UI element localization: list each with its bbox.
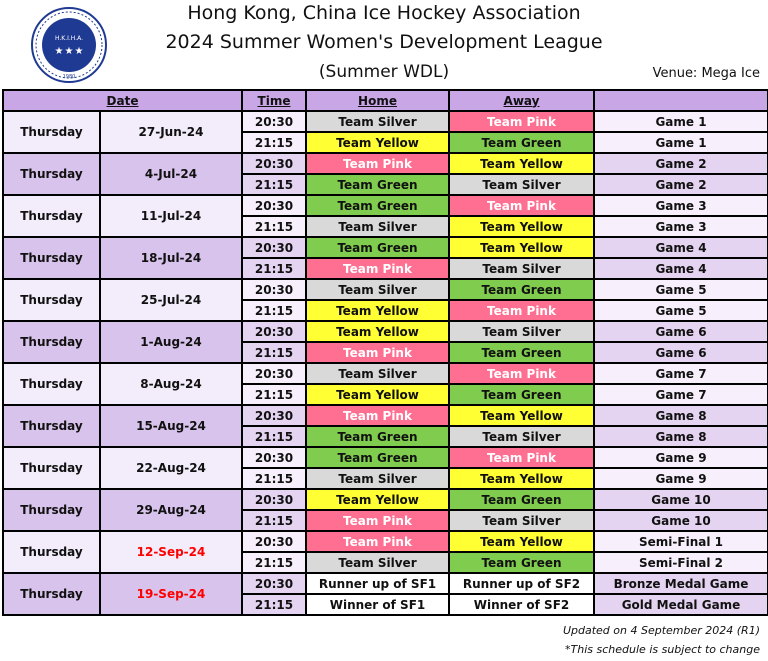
game-label-cell: Game 10 — [594, 510, 768, 531]
table-row — [3, 153, 768, 174]
time-cell: 21:15 — [242, 258, 306, 279]
away-team-cell: Team Green — [449, 384, 594, 405]
logo-text: H.K.I.H.A. — [54, 35, 84, 42]
time-cell: 21:15 — [242, 216, 306, 237]
table-row — [3, 321, 768, 342]
association-title: Hong Kong, China Ice Hockey Association — [187, 2, 581, 24]
home-team-cell: Team Pink — [306, 258, 449, 279]
svg-text:★: ★ — [64, 46, 74, 57]
time-cell: 21:15 — [242, 342, 306, 363]
away-team-cell: Team Green — [449, 489, 594, 510]
away-team-cell: Team Pink — [449, 111, 594, 132]
date-cell: 1-Aug-24 — [100, 321, 242, 363]
day-cell: Thursday — [3, 153, 100, 195]
col-header-time: Time — [242, 90, 306, 111]
away-team-cell: Team Yellow — [449, 237, 594, 258]
away-team-cell: Team Pink — [449, 363, 594, 384]
table-row — [3, 363, 768, 384]
time-cell: 20:30 — [242, 195, 306, 216]
table-row — [3, 531, 768, 552]
away-team-cell: Team Silver — [449, 510, 594, 531]
time-cell: 21:15 — [242, 132, 306, 153]
svg-text:★: ★ — [54, 46, 64, 57]
svg-text:★: ★ — [74, 46, 84, 57]
game-label-cell: Gold Medal Game — [594, 594, 768, 615]
game-label-cell: Bronze Medal Game — [594, 573, 768, 594]
home-team-cell: Team Silver — [306, 468, 449, 489]
away-team-cell: Team Green — [449, 279, 594, 300]
away-team-cell: Team Yellow — [449, 216, 594, 237]
col-header-date: Date — [3, 90, 242, 111]
game-label-cell: Game 2 — [594, 153, 768, 174]
table-row — [3, 447, 768, 468]
game-label-cell: Game 1 — [594, 132, 768, 153]
game-label-cell: Game 8 — [594, 426, 768, 447]
time-cell: 20:30 — [242, 489, 306, 510]
day-cell: Thursday — [3, 279, 100, 321]
disclaimer-note: *This schedule is subject to change — [565, 643, 760, 656]
time-cell: 21:15 — [242, 174, 306, 195]
day-cell: Thursday — [3, 195, 100, 237]
table-row — [3, 195, 768, 216]
home-team-cell: Team Green — [306, 447, 449, 468]
date-cell: 12-Sep-24 — [100, 531, 242, 573]
time-cell: 21:15 — [242, 468, 306, 489]
time-cell: 21:15 — [242, 594, 306, 615]
schedule-body — [3, 111, 768, 615]
game-label-cell: Game 2 — [594, 174, 768, 195]
game-label-cell: Game 6 — [594, 342, 768, 363]
date-cell: 19-Sep-24 — [100, 573, 242, 615]
away-team-cell: Team Pink — [449, 300, 594, 321]
col-header-away: Away — [449, 90, 594, 111]
game-label-cell: Game 9 — [594, 468, 768, 489]
home-team-cell: Team Pink — [306, 153, 449, 174]
home-team-cell: Team Silver — [306, 111, 449, 132]
time-cell: 21:15 — [242, 510, 306, 531]
day-cell: Thursday — [3, 573, 100, 615]
time-cell: 20:30 — [242, 279, 306, 300]
table-row — [3, 573, 768, 594]
home-team-cell: Team Pink — [306, 531, 449, 552]
home-team-cell: Team Green — [306, 195, 449, 216]
logo-year: 1980 — [62, 74, 76, 80]
day-cell: Thursday — [3, 363, 100, 405]
date-cell: 25-Jul-24 — [100, 279, 242, 321]
home-team-cell: Team Pink — [306, 510, 449, 531]
time-cell: 20:30 — [242, 573, 306, 594]
away-team-cell: Team Silver — [449, 174, 594, 195]
game-label-cell: Semi-Final 1 — [594, 531, 768, 552]
home-team-cell: Runner up of SF1 — [306, 573, 449, 594]
table-row — [3, 237, 768, 258]
home-team-cell: Winner of SF1 — [306, 594, 449, 615]
game-label-cell: Game 7 — [594, 363, 768, 384]
time-cell: 20:30 — [242, 447, 306, 468]
home-team-cell: Team Yellow — [306, 132, 449, 153]
time-cell: 20:30 — [242, 363, 306, 384]
away-team-cell: Team Silver — [449, 321, 594, 342]
time-cell: 20:30 — [242, 531, 306, 552]
date-cell: 11-Jul-24 — [100, 195, 242, 237]
game-label-cell: Semi-Final 2 — [594, 552, 768, 573]
game-label-cell: Game 3 — [594, 195, 768, 216]
away-team-cell: Team Silver — [449, 258, 594, 279]
away-team-cell: Team Yellow — [449, 468, 594, 489]
home-team-cell: Team Yellow — [306, 384, 449, 405]
day-cell: Thursday — [3, 489, 100, 531]
away-team-cell: Team Pink — [449, 447, 594, 468]
home-team-cell: Team Green — [306, 237, 449, 258]
game-label-cell: Game 6 — [594, 321, 768, 342]
game-label-cell: Game 4 — [594, 258, 768, 279]
date-cell: 4-Jul-24 — [100, 153, 242, 195]
away-team-cell: Team Pink — [449, 195, 594, 216]
home-team-cell: Team Silver — [306, 552, 449, 573]
time-cell: 21:15 — [242, 384, 306, 405]
away-team-cell: Runner up of SF2 — [449, 573, 594, 594]
game-label-cell: Game 10 — [594, 489, 768, 510]
home-team-cell: Team Yellow — [306, 489, 449, 510]
date-cell: 8-Aug-24 — [100, 363, 242, 405]
game-label-cell: Game 5 — [594, 300, 768, 321]
away-team-cell: Team Yellow — [449, 405, 594, 426]
time-cell: 21:15 — [242, 426, 306, 447]
table-row — [3, 405, 768, 426]
header-row — [3, 90, 768, 111]
game-label-cell: Game 8 — [594, 405, 768, 426]
home-team-cell: Team Pink — [306, 342, 449, 363]
day-cell: Thursday — [3, 447, 100, 489]
away-team-cell: Team Yellow — [449, 531, 594, 552]
time-cell: 21:15 — [242, 300, 306, 321]
date-cell: 29-Aug-24 — [100, 489, 242, 531]
away-team-cell: Team Green — [449, 342, 594, 363]
day-cell: Thursday — [3, 321, 100, 363]
date-cell: 15-Aug-24 — [100, 405, 242, 447]
time-cell: 21:15 — [242, 552, 306, 573]
schedule-table — [2, 89, 768, 616]
game-label-cell: Game 3 — [594, 216, 768, 237]
day-cell: Thursday — [3, 405, 100, 447]
updated-note: Updated on 4 September 2024 (R1) — [562, 624, 760, 637]
col-header-home: Home — [306, 90, 449, 111]
home-team-cell: Team Pink — [306, 405, 449, 426]
home-team-cell: Team Silver — [306, 216, 449, 237]
day-cell: Thursday — [3, 237, 100, 279]
away-team-cell: Team Green — [449, 552, 594, 573]
away-team-cell: Team Green — [449, 132, 594, 153]
home-team-cell: Team Green — [306, 426, 449, 447]
home-team-cell: Team Yellow — [306, 321, 449, 342]
date-cell: 18-Jul-24 — [100, 237, 242, 279]
game-label-cell: Game 1 — [594, 111, 768, 132]
game-label-cell: Game 5 — [594, 279, 768, 300]
table-row — [3, 489, 768, 510]
date-cell: 27-Jun-24 — [100, 111, 242, 153]
day-cell: Thursday — [3, 111, 100, 153]
game-label-cell: Game 7 — [594, 384, 768, 405]
venue-label: Venue: Mega Ice — [652, 66, 760, 81]
game-label-cell: Game 9 — [594, 447, 768, 468]
day-cell: Thursday — [3, 531, 100, 573]
away-team-cell: Team Silver — [449, 426, 594, 447]
time-cell: 20:30 — [242, 237, 306, 258]
home-team-cell: Team Green — [306, 174, 449, 195]
home-team-cell: Team Yellow — [306, 300, 449, 321]
league-subtitle: (Summer WDL) — [318, 62, 450, 82]
table-row — [3, 279, 768, 300]
home-team-cell: Team Silver — [306, 363, 449, 384]
league-title: 2024 Summer Women's Development League — [165, 31, 603, 53]
table-row — [3, 111, 768, 132]
date-cell: 22-Aug-24 — [100, 447, 242, 489]
time-cell: 20:30 — [242, 321, 306, 342]
away-team-cell: Winner of SF2 — [449, 594, 594, 615]
away-team-cell: Team Yellow — [449, 153, 594, 174]
time-cell: 20:30 — [242, 405, 306, 426]
game-label-cell: Game 4 — [594, 237, 768, 258]
col-header-game — [594, 90, 768, 111]
time-cell: 20:30 — [242, 111, 306, 132]
time-cell: 20:30 — [242, 153, 306, 174]
home-team-cell: Team Silver — [306, 279, 449, 300]
